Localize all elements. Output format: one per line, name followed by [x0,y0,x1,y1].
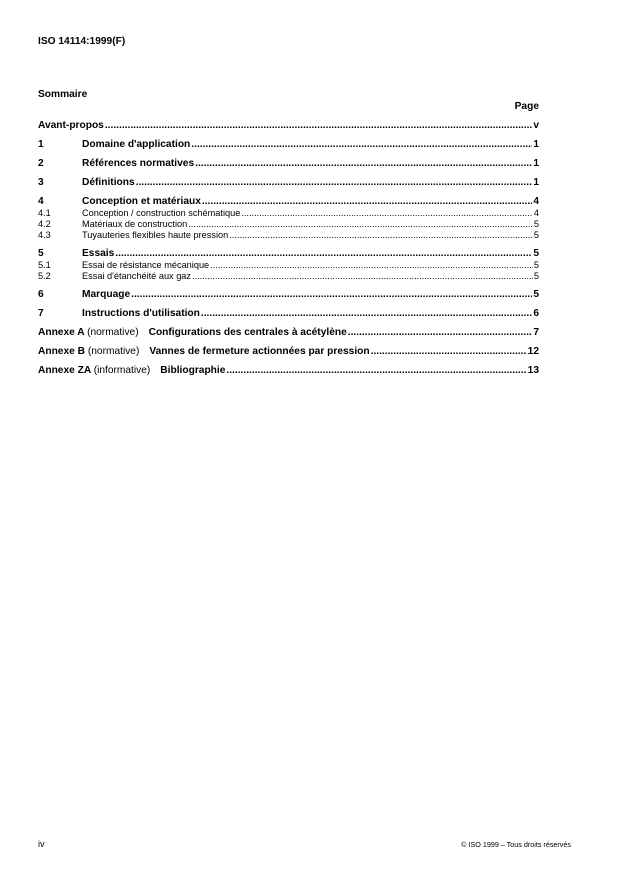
toc-entry-title: Avant-propos [38,120,104,131]
toc-entry-number: 4 [38,196,44,207]
toc-leader [192,271,533,282]
toc-leader [229,230,533,241]
page-column-label: Page [514,101,539,112]
footer-copyright: © ISO 1999 – Tous droits réservés [461,840,571,849]
toc-entry-title: Marquage [82,289,131,300]
toc-leader [191,138,532,151]
toc-entry-3[interactable] [38,176,539,189]
toc-entry-number: 4.2 [38,219,51,229]
toc-entry-number: 7 [38,308,44,319]
toc-entry-page: 5 [533,271,539,281]
toc-entry-page: 4 [533,208,539,218]
toc-leader [241,208,533,219]
toc-entry-page: 1 [533,158,539,169]
annex-type: (normative) [87,346,140,357]
annex-label: Annexe B (normative) [38,346,140,357]
toc-leader [188,219,533,230]
toc-leader [105,119,532,132]
toc-entry-6[interactable] [38,288,539,301]
toc-entry-number: 5 [38,248,44,259]
toc-leader [201,307,532,320]
toc-entry-page: 12 [527,346,539,357]
toc-entry-page: 13 [527,365,539,376]
toc-entry-title: Instructions d'utilisation [82,308,200,319]
toc-entry-5-2[interactable] [38,271,539,282]
toc-leader [195,157,532,170]
toc-entry-title: Essai d'étanchéité aux gaz [82,271,192,281]
annex-title: Vannes de fermeture actionnées par pression [149,346,370,357]
annex-label: Annexe A (normative) [38,327,139,338]
toc-entry-page: 5 [533,289,539,300]
toc-entry-page: 1 [533,177,539,188]
toc-entry-page: 5 [533,260,539,270]
toc-entry-4-2[interactable] [38,219,539,230]
toc-leader [210,260,533,271]
toc-entry-4-3[interactable] [38,230,539,241]
toc-entry-number: 5.1 [38,260,51,270]
toc-entry-page: 4 [533,196,539,207]
toc-entry-title: Conception et matériaux [82,196,201,207]
toc-heading: Sommaire [38,89,88,100]
toc-entry-number: 3 [38,177,44,188]
toc-entry-page: 5 [533,230,539,240]
toc-entry-number: 6 [38,289,44,300]
toc-entry-page: 5 [533,248,539,259]
toc-entry-page: 6 [533,308,539,319]
toc-entry-number: 1 [38,139,44,150]
annex-label: Annexe ZA (informative) [38,365,151,376]
table-of-contents [38,119,539,377]
toc-entry-5[interactable] [38,247,539,260]
annex-type: (normative) [87,327,139,338]
toc-entry-page: 7 [533,327,539,338]
footer-page-number: iv [38,839,45,849]
toc-leader [115,247,532,260]
toc-leader [202,195,532,208]
toc-entry-7[interactable] [38,307,539,320]
toc-entry-title: Essais [82,248,115,259]
toc-entry-1[interactable] [38,138,539,151]
toc-entry-4[interactable] [38,195,539,208]
document-id: ISO 14114:1999(F) [38,36,126,47]
toc-entry-4-1[interactable] [38,208,539,219]
toc-entry-2[interactable] [38,157,539,170]
toc-entry-number: 5.2 [38,271,51,281]
toc-leader [348,326,533,339]
toc-leader [226,364,526,377]
toc-entry-number: 4.3 [38,230,51,240]
toc-entry-number: 4.1 [38,208,51,218]
toc-annex-a[interactable] [38,326,539,339]
toc-entry-page: v [533,120,539,131]
toc-entry-title: Définitions [82,177,135,188]
toc-entry-title: Matériaux de construction [82,219,188,229]
toc-entry-page: 5 [533,219,539,229]
toc-entry-title: Tuyauteries flexibles haute pression [82,230,229,240]
toc-annex-za[interactable] [38,364,539,377]
annex-title: Configurations des centrales à acétylène [148,327,347,338]
toc-entry-title: Domaine d'application [82,139,191,150]
toc-leader [371,345,527,358]
annex-title: Bibliographie [160,365,226,376]
toc-entry-title: Conception / construction schématique [82,208,241,218]
toc-entry-page: 1 [533,139,539,150]
toc-leader [131,288,532,301]
toc-entry-title: Références normatives [82,158,195,169]
toc-entry-title: Essai de résistance mécanique [82,260,210,270]
toc-annex-b[interactable] [38,345,539,358]
annex-type: (informative) [93,365,151,376]
toc-entry-foreword[interactable] [38,119,539,132]
toc-leader [136,176,533,189]
toc-entry-number: 2 [38,158,44,169]
toc-entry-5-1[interactable] [38,260,539,271]
